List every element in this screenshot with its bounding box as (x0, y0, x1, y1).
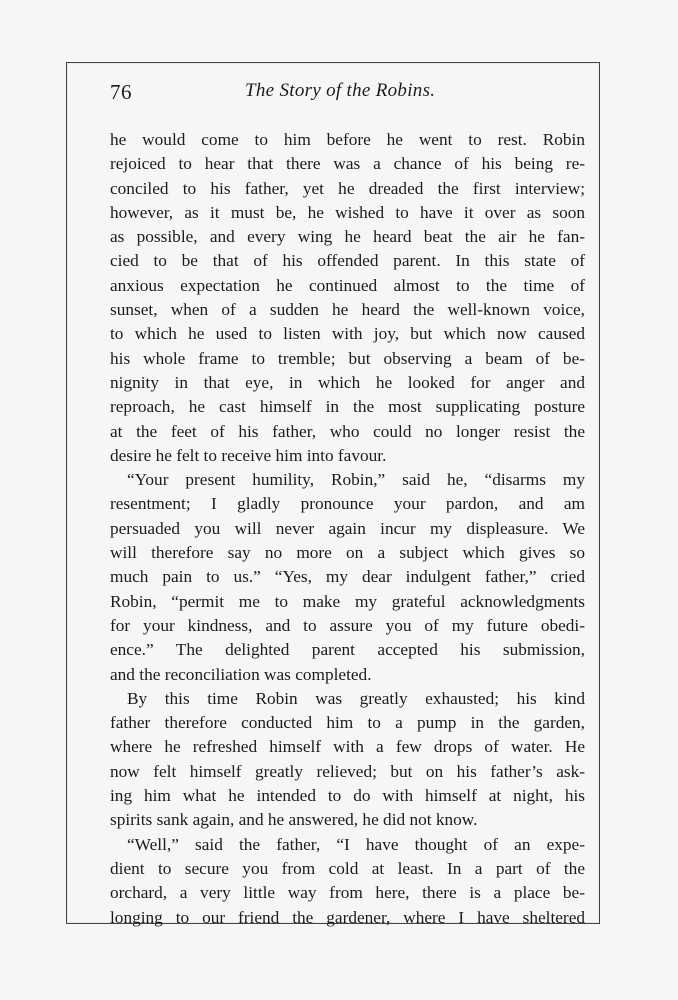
text-line: desire he felt to receive him into favour. (110, 445, 387, 465)
text-line: where he refreshed himself with a few drops of water. He (110, 737, 585, 757)
page-header (110, 80, 585, 110)
body-text (110, 128, 585, 930)
text-line: for your kindness, and to assure you of my future obedi- (110, 615, 585, 635)
text-line: reproach, he cast himself in the most supplicating posture (110, 397, 585, 417)
text-line: nignity in that eye, in which he looked for anger and (110, 372, 585, 392)
running-title: The Story of the Robins. (245, 80, 436, 101)
text-line: father therefore conducted him to a pump in the garden, (110, 713, 585, 733)
text-line: his whole frame to tremble; but observing a beam of be- (110, 348, 585, 368)
text-line: he would come to him before he went to rest. Robin (110, 130, 585, 149)
page-number: 76 (110, 80, 132, 104)
text-line: to which he used to listen with joy, but which now caused (110, 324, 585, 344)
text-line: conciled to his father, yet he dreaded the first interview; (110, 178, 585, 198)
text-line: persuaded you will never again incur my displeasure. We (110, 518, 585, 538)
text-line: will therefore say no more on a subject which gives so (110, 543, 585, 563)
text-line: and the reconciliation was completed. (110, 664, 372, 684)
text-line: ence.” The delighted parent accepted his submission, (110, 640, 585, 660)
text-line: “Your present humility, Robin,” said he, “disarms my (127, 470, 585, 490)
text-line: now felt himself greatly relieved; but on his father’s ask- (110, 761, 585, 781)
text-line: much pain to us.” “Yes, my dear indulgent father,” cried (110, 567, 585, 587)
text-line: however, as it must be, he wished to have it over as soon (110, 202, 585, 222)
text-line: resentment; I gladly pronounce your pardon, and am (110, 494, 585, 514)
text-line: cied to be that of his offended parent. In this state of (110, 251, 585, 271)
text-line: ing him what he intended to do with himself at night, his (110, 786, 585, 806)
text-line: Robin, “permit me to make my grateful acknowledgments (110, 591, 585, 611)
text-line: longing to our friend the gardener, where I have sheltered (110, 907, 585, 927)
text-line: at the feet of his father, who could no longer resist the (110, 421, 585, 441)
text-line: rejoiced to hear that there was a chance of his being re- (110, 154, 585, 174)
text-line: dient to secure you from cold at least. In a part of the (110, 858, 585, 878)
text-line: spirits sank again, and he answered, he did not know. (110, 810, 478, 830)
text-line: anxious expectation he continued almost to the time of (110, 275, 585, 295)
text-line: orchard, a very little way from here, there is a place be- (110, 883, 585, 903)
text-line: sunset, when of a sudden he heard the well-known voice, (110, 300, 585, 320)
text-line: as possible, and every wing he heard beat the air he fan- (110, 227, 585, 247)
text-line: By this time Robin was greatly exhausted; his kind (127, 688, 585, 708)
text-line: “Well,” said the father, “I have thought of an expe- (127, 834, 585, 854)
